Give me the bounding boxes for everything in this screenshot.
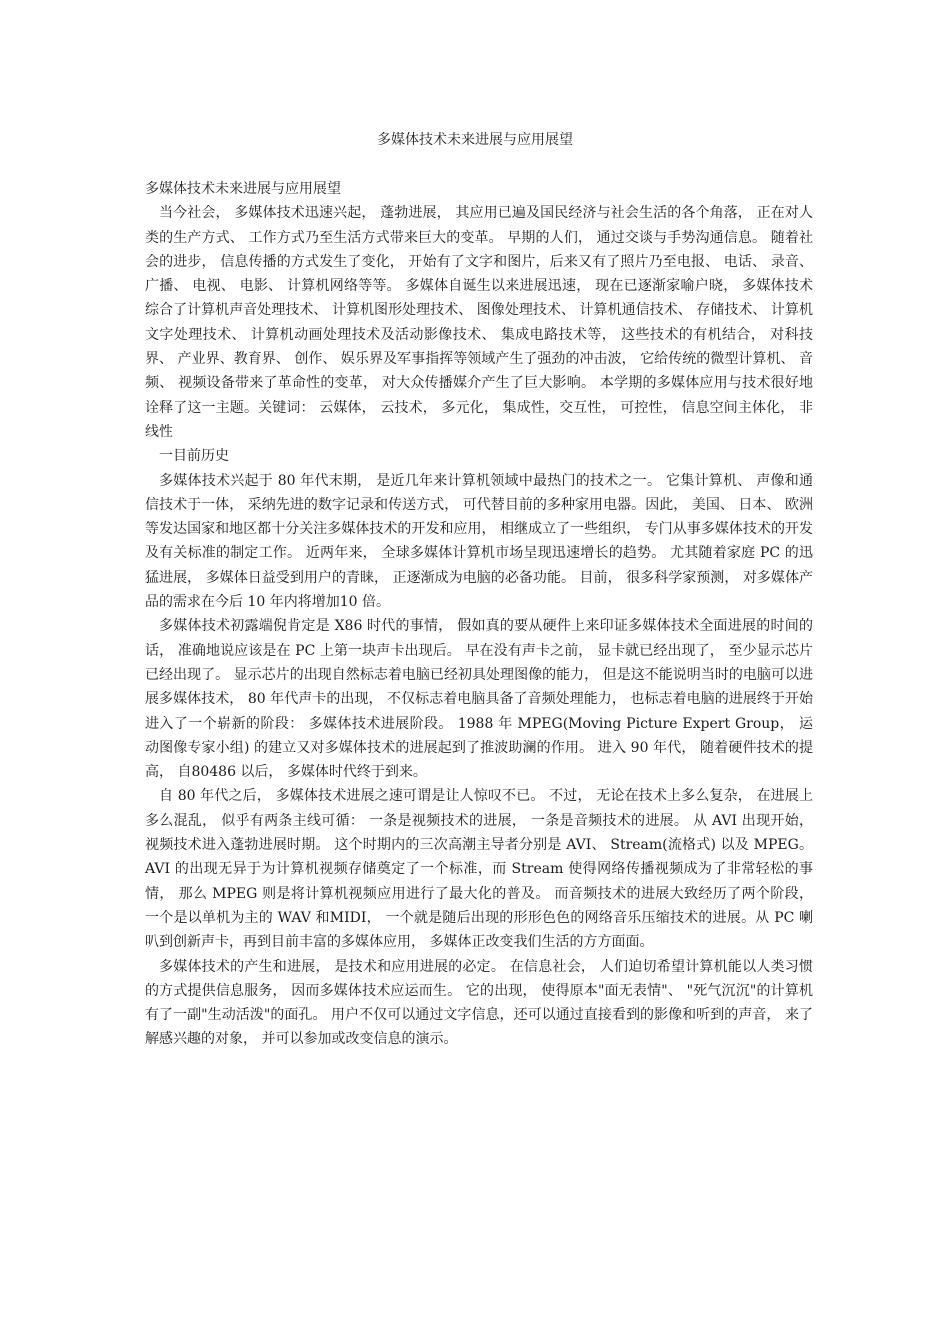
paragraph-3: 自 80 年代之后， 多媒体技术进展之速可谓是让人惊叹不已。 不过， 无论在技术上多么复杂， 在进展上多么混乱， 似乎有两条主线可循： 一条是视频技术的进展， 一条是音频技术的进展。 从 AVI 出现开始， 视频技术进入蓬勃进展时期。 这个时期内的三次高潮主导者分别是 AVI、 Stream(流格式) 以及 MPEG。 AVI 的出现无异于为计算机视频存储奠定了一个标准，而 Stream 使得网络传播视频成为了非常轻松的事情， 那么 MPEG 则是将计算机视频应用进行了最大化的普及。 而音频技术的进展大致经历了两个阶段， 一个是以单机为主的 WAV 和MIDI， 一个就是随后出现的形形色色的网络音乐压缩技术的进展。从 PC 喇叭到创新声卡，再到目前丰富的多媒体应用， 多媒体正改变我们生活的方方面面。 [145, 788, 813, 951]
paragraph-1: 多媒体技术兴起于 80 年代末期， 是近几年来计算机领域中最热门的技术之一。 它集计算机、 声像和通信技术于一体， 采纳先进的数字记录和传送方式， 可代替目前的多种家用电器。因此， 美国、 日本、 欧洲等发达国家和地区都十分关注多媒体技术的开发和应用， 相继成立了一些组织， 专门从事多媒体技术的开发及有关标准的制定工作。 近两年来， 全球多媒体计算机市场呈现迅速增长的趋势。 尤其随着家庭 PC 的迅猛进展， 多媒体日益受到用户的青睐， 正逐渐成为电脑的必备功能。 目前， 很多科学家预测， 对多媒体产品的需求在今后 10 年内将增加10 倍。 [145, 472, 813, 611]
paragraph-4: 多媒体技术的产生和进展， 是技术和应用进展的必定。 在信息社会， 人们迫切希望计算机能以人类习惯的方式提供信息服务， 因而多媒体技术应运而生。 它的出现， 使得原本"面无表情"、 "死气沉沉"的计算机有了一副"生动活泼"的面孔。 用户不仅可以通过文字信息，还可以通过直接看到的影像和听到的声音， 来了解感兴趣的对象， 并可以参加或改变信息的演示。 [145, 958, 813, 1048]
section-heading-history: 一目前历史 [159, 448, 229, 465]
document-body [145, 177, 813, 1052]
intro-paragraph: 当今社会， 多媒体技术迅速兴起， 蓬勃进展， 其应用已遍及国民经济与社会生活的各个角落， 正在对人类的生产方式、 工作方式乃至生活方式带来巨大的变革。 早期的人们， 通过交谈与手势沟通信息。 随着社会的进步， 信息传播的方式发生了变化， 开始有了文字和图片，后来又有了照片乃至电报、 电话、 录音、 广播、 电视、 电影、 计算机网络等等。 多媒体自诞生以来进展迅速， 现在已逐渐家喻户晓， 多媒体技术综合了计算机声音处理技术、 计算机图形处理技术、 图像处理技术、 计算机通信技术、 存储技术、 计算机文字处理技术、 计算机动画处理技术及活动影像技术、 集成电路技术等， 这些技术的有机结合， 对科技界、 产业界、教育界、 创作、 娱乐界及军事指挥等领域产生了强劲的冲击波， 它给传统的微型计算机、 音频、 视频设备带来了革命性的变革， 对大众传播媒介产生了巨大影响。 本学期的多媒体应用与技术很好地诠释了这一主题。关键词： 云媒体， 云技术， 多元化， 集成性，交互性， 可控性， 信息空间主体化， 非线性 [145, 205, 813, 440]
paragraph-2: 多媒体技术初露端倪肯定是 X86 时代的事情， 假如真的要从硬件上来印证多媒体技术全面进展的时间的话， 准确地说应该是在 PC 上第一块声卡出现后。 早在没有声卡之前， 显卡就已经出现了， 至少显示芯片已经出现了。 显示芯片的出现自然标志着电脑已经初具处理图像的能力， 但是这不能说明当时的电脑可以进展多媒体技术， 80 年代声卡的出现， 不仅标志着电脑具备了音频处理能力， 也标志着电脑的进展终于开始进入了一个崭新的阶段： 多媒体技术进展阶段。 1988 年 MPEG(Moving Picture Expert Group， 运动图像专家小组) 的建立又对多媒体技术的进展起到了推波助澜的作用。 进入 90 年代， 随着硬件技术的提高， 自80486 以后， 多媒体时代终于到来。 [145, 618, 813, 781]
document-subtitle: 多媒体技术未来进展与应用展望 [145, 181, 341, 197]
document-title: 多媒体技术未来进展与应用展望 [377, 132, 573, 148]
